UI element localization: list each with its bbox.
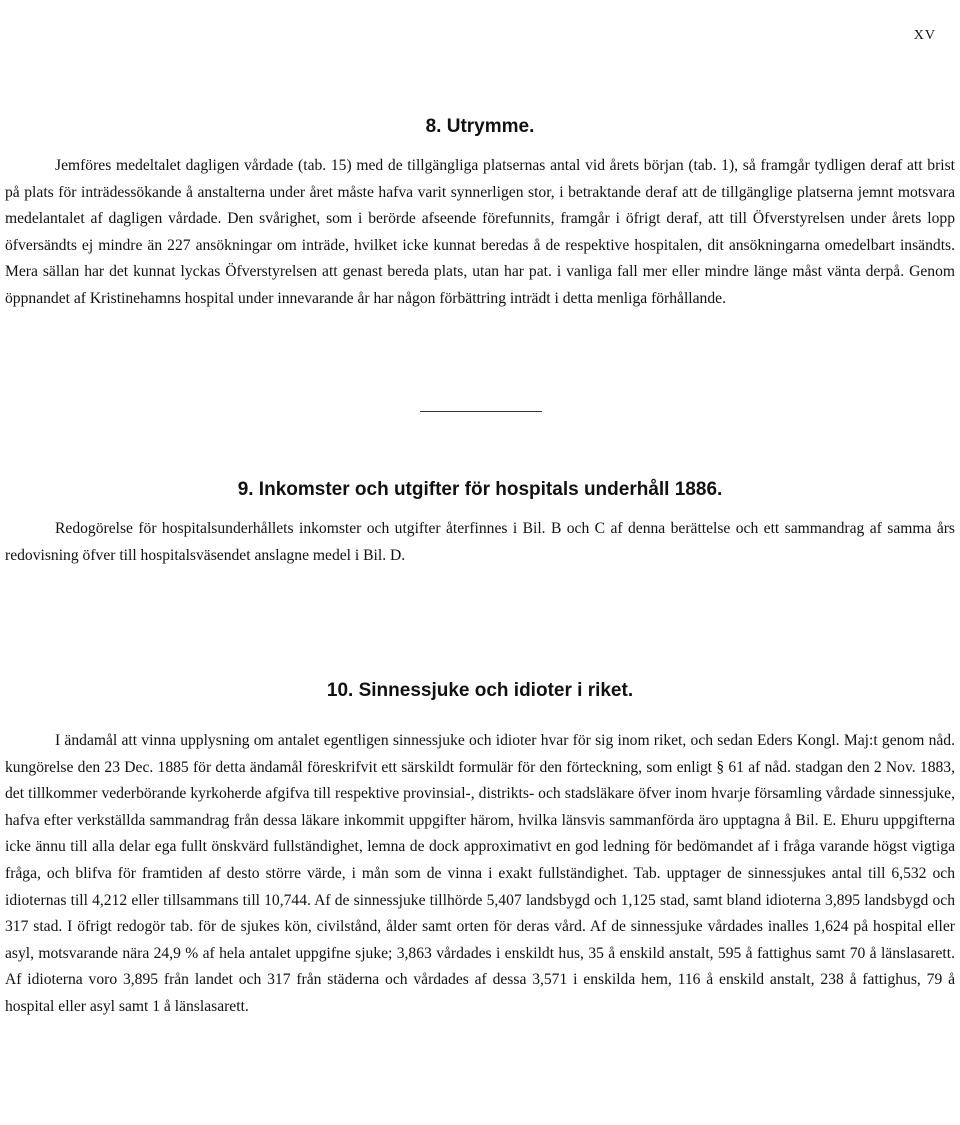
section-title-inkomster: 9. Inkomster och utgifter för hospitals underhåll 1886. <box>237 479 723 500</box>
paragraph-inkomster: Redogörelse för hospitalsunderhållets inkomster och utgifter återfinnes i Bil. B och C af denna berättelse och ett sammandrag af samma års redovisning öfver till hospitalsväsendet anslagne medel i Bil. D. <box>5 520 955 564</box>
paragraph-utrymme: Jemföres medeltalet dagligen vårdade (tab. 15) med de tillgängliga platsernas antal vid årets början (tab. 1), så framgår tydligen deraf att brist på plats för inträdessökande å anstalterna under året måste hafva varit synnerligen stor, i betraktande deraf att de tillgänglige platserna jemnt motsvara medelantalet af dagligen vårdade. Den svårighet, som i berörde afseende förefunnits, framgår i öfrigt deraf, att till Öfverstyrelsen under årets lopp öfversändts ej mindre än 227 ansökningar om inträde, hvilket icke kunnat beredas å de respektive hospitalen, dit ansökningarna omedelbart insändts. Mera sällan har det kunnat lyckas Öfverstyrelsen att genast bereda plats, utan har pat. i vanliga fall mer eller mindre länge måst vänta derpå. Genom öppnandet af Kristinehamns hospital under innevarande år har någon förbättring inträdt i detta menliga förhållande. <box>5 157 955 307</box>
page-number: XV <box>913 28 936 43</box>
section-title-utrymme: 8. Utrymme. <box>425 116 535 137</box>
section-divider <box>420 411 542 412</box>
section-title-sinnessjuke: 10. Sinnessjuke och idioter i riket. <box>326 680 634 701</box>
paragraph-sinnessjuke: I ändamål att vinna upplysning om antalet egentligen sinnessjuke och idioter hvar för sig inom riket, och sedan Eders Kongl. Maj:t genom nåd. kungörelse den 23 Dec. 1885 för detta ändamål föreskrifvit ett särskildt formulär för den förteckning, som enligt § 61 af nåd. stadgan den 2 Nov. 1883, det tillkommer vederbörande kyrkoherde afgifva till respektive provinsial-, distrikts- och stadsläkare öfver inom hvarje församling vårdade sinnessjuke, hafva efter verkställda sammandrag från dessa läkare inkommit uppgifter härom, hvilka länsvis sammanförda äro upptagna å Bil. E. Ehuru uppgifterna icke ännu till alla delar ega fullt önskvärd fullständighet, lemna de dock approximativt en god ledning för bedömandet af i fråga varande högst vigtiga fråga, och blifva för framtiden af desto större värde, i mån som de vinna i exakt fullständighet. Tab. upptager de sinnessjukes antal till 6,532 och idioternas till 4,212 eller tillsammans till 10,744. Af de sinnessjuke tillhörde 5,407 landsbygd och 1,125 stad, samt bland idioterna 3,895 landsbygd och 317 stad. I öfrigt redogör tab. för de sjukes kön, civilstånd, ålder samt orten för deras vård. Af de sinnessjuke vårdades inalles 1,624 på hospital eller asyl, motsvarande nära 24,9 % af hela antalet uppgifne sjuke; 3,863 vårdades i enskildt hus, 35 å enskild anstalt, 595 å fattighus samt 70 å länslasarett. Af idioterna voro 3,895 från landet och 317 från städerna och vårdades af dessa 3,571 i enskilda hem, 116 å enskild anstalt, 238 å fattighus, 79 å hospital eller asyl samt 1 å länslasarett. <box>5 732 955 1015</box>
